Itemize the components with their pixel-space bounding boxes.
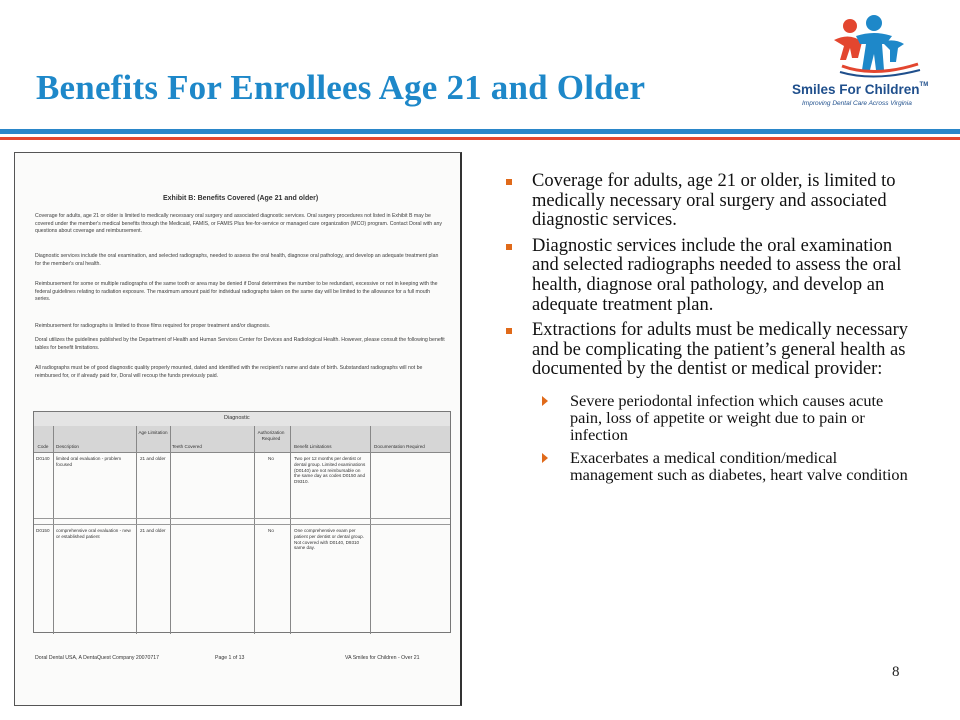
sub-bullet-text: Exacerbates a medical condition/medical management such as diabetes, heart valve condition	[570, 447, 908, 484]
table-cell: D0150	[36, 528, 50, 533]
exhibit-footer-left: Doral Dental USA, A DentaQuest Company 20070717	[35, 655, 159, 661]
table-cell: 21 and older	[140, 456, 166, 461]
smiles-for-children-logo	[792, 14, 952, 126]
sub-bullet-item	[496, 392, 916, 443]
exhibit-paragraph: Reimbursement for radiographs is limited to those films required for proper treatment and/or diagnosis.	[35, 323, 271, 329]
exhibit-heading: Exhibit B: Benefits Covered (Age 21 and older)	[163, 195, 319, 202]
sub-bullet-list	[496, 392, 916, 483]
exhibit-paragraph: Doral utilizes the guidelines published by the Department of Health and Human Services Center for Devices and Radiological Health. However, please consult the following benefit tables for benefit limitations.	[35, 337, 445, 351]
table-header-cell: Teeth Covered	[172, 444, 202, 449]
table-header-cell: Code	[37, 444, 49, 449]
table-header-cell: Authorization Required	[257, 430, 285, 441]
table-cell: No	[268, 456, 274, 461]
logo-wordmark: Smiles For Children™	[792, 82, 929, 97]
benefits-bullet-list	[496, 172, 916, 489]
page-number: 8	[892, 664, 900, 680]
bullet-item	[496, 172, 916, 231]
bullet-item	[496, 321, 916, 380]
table-cell: Two per 12 months per dentist or dental group. Limited examinations (D0140) are not reimbursable on the same day as codes D0150 and D9310.	[294, 456, 366, 485]
slide-title: Benefits For Enrollees Age 21 and Older	[36, 68, 646, 107]
table-header-cell: Age Limitation	[138, 430, 168, 435]
exhibit-footer-right: VA Smiles for Children - Over 21	[345, 655, 420, 661]
exhibit-paragraph: All radiographs must be of good diagnostic quality properly mounted, dated and identified with the recipient's name and date of birth. Substandard radiographs will not be reimbursed for, or if already paid for, Doral will recoup the funds previously paid.	[35, 365, 423, 379]
children-figures-logo-icon	[812, 14, 932, 80]
table-cell: D0140	[36, 456, 50, 461]
table-cell: No	[268, 528, 274, 533]
scanned-exhibit-document	[14, 152, 462, 706]
table-header-cell: Documentation Required	[374, 444, 425, 449]
bullet-text: Extractions for adults must be medically necessary and be complicating the patient’s general health as documented by the dentist or medical provider:	[532, 320, 909, 380]
header-rule-blue	[0, 129, 960, 134]
table-cell: comprehensive oral evaluation - new or established patient	[56, 528, 131, 539]
header-rule-red	[0, 137, 960, 140]
exhibit-footer-page: Page 1 of 13	[215, 655, 245, 661]
logo-tagline: Improving Dental Care Across Virginia	[802, 100, 912, 107]
bullet-item	[496, 237, 916, 315]
diagnostic-table	[33, 411, 451, 633]
triangle-bullet-icon	[542, 396, 548, 406]
square-bullet-icon	[506, 244, 512, 250]
exhibit-paragraph: Coverage for adults, age 21 or older is limited to medically necessary oral surgery and associated diagnostic services. Oral surgery procedures not listed in Exhibit B may be covered under the member's medical benefits through the Medicaid, FAMIS, or FAMIS Plus fee-for-service or managed care organization (MCO) program. Contact Doral with any questions about coverage and reimbursement.	[35, 213, 442, 235]
table-header-cell: Benefit Limitations	[294, 444, 332, 449]
table-cell: One comprehensive exam per patient per dentist or dental group. Not covered with D0140, D9310 same day.	[294, 528, 364, 551]
bullet-text: Diagnostic services include the oral examination and selected radiographs needed to assess the oral health, diagnose oral pathology, and develop an adequate treatment plan.	[532, 235, 902, 315]
exhibit-paragraph: Reimbursement for some or multiple radiographs of the same tooth or area may be denied if Doral determines the number to be redundant, excessive or not in keeping with the federal guidelines relating to radiation exposure. The maximum amount paid for individual radiographs taken on the same day will be limited to the allowance for a full mouth series.	[35, 281, 438, 303]
sub-bullet-text: Severe periodontal infection which causes acute pain, loss of appetite or weight due to pain or infection	[570, 390, 884, 444]
triangle-bullet-icon	[542, 453, 548, 463]
table-header-cell: Description	[56, 444, 79, 449]
sub-bullet-item	[496, 449, 916, 483]
square-bullet-icon	[506, 179, 512, 185]
table-title: Diagnostic	[224, 415, 250, 421]
square-bullet-icon	[506, 328, 512, 334]
table-cell: 21 and older	[140, 528, 166, 533]
exhibit-paragraph: Diagnostic services include the oral examination, and selected radiographs, needed to assess the oral health, diagnose oral pathology, and develop an adequate treatment plan for the member's oral health.	[35, 253, 439, 267]
table-cell: limited oral evaluation - problem focused	[56, 456, 122, 467]
bullet-text: Coverage for adults, age 21 or older, is limited to medically necessary oral surgery and associated diagnostic services.	[532, 171, 896, 231]
